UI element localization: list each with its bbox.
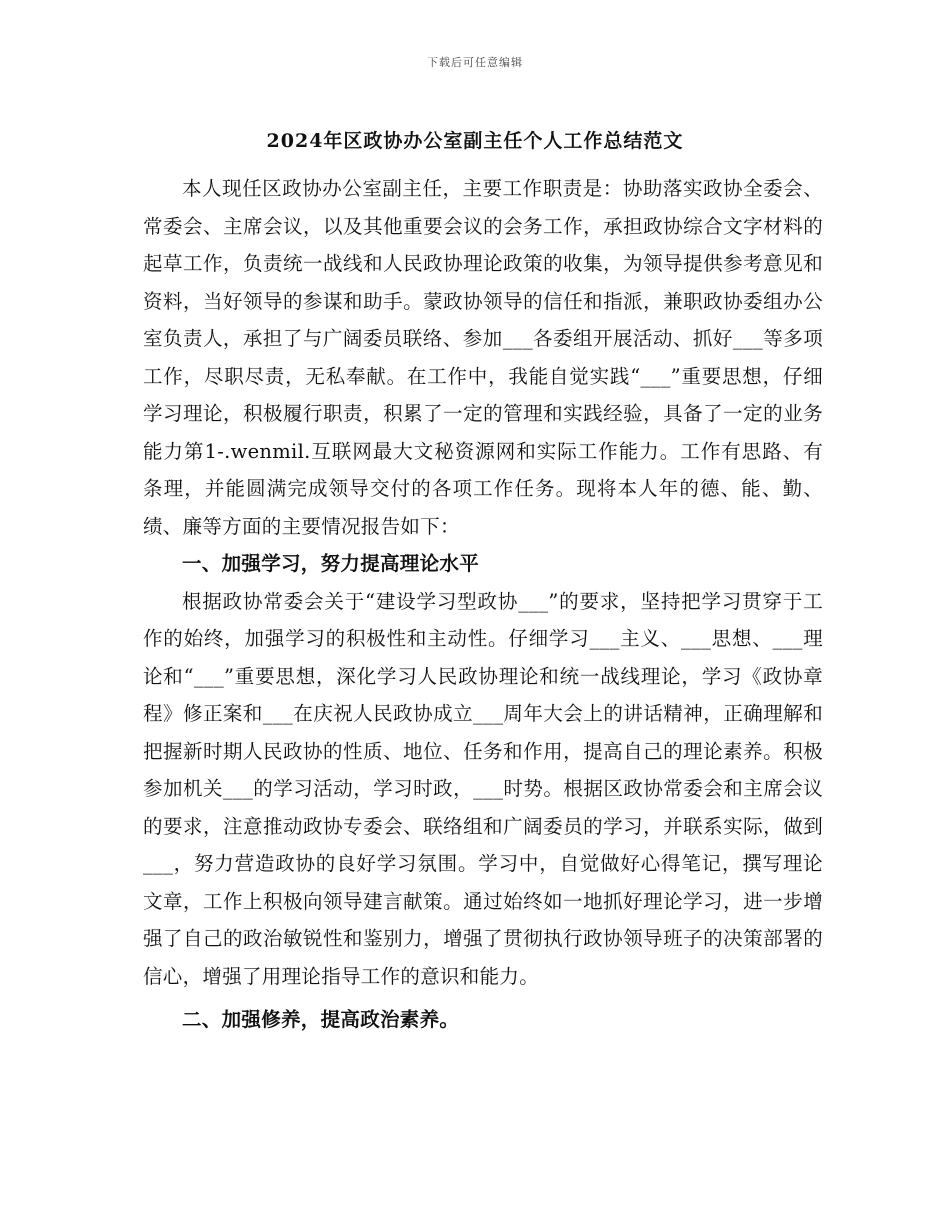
paragraph-intro: 本人现任区政协办公室副主任，主要工作职责是：协助落实政协全委会、常委会、主席会议，以及其他重要会议的会务工作，承担政协综合文字材料的起草工作，负责统一战线和人民政协理论政策的收集，为领导提供参考意见和资料，当好领导的参谋和助手。蒙政协领导的信任和指派，兼职政协委组办公室负责人，承担了与广阔委员联络、参加___各委组开展活动、抓好___等多项工作，尽职尽责，无私奉献。在工作中，我能自觉实践“___”重要思想，仔细学习理论，积极履行职责，积累了一定的管理和实践经验，具备了一定的业务能力第1-.wenmil.互联网最大文秘资源网和实际工作能力。工作有思路、有条理，并能圆满完成领导交付的各项工作任务。现将本人年的德、能、勤、绩、廉等方面的主要情况报告如下：: [143, 177, 823, 538]
section-heading-2: 二、加强修养，提高政治素养。: [182, 1008, 460, 1031]
section-heading-1: 一、加强学习，努力提高理论水平: [182, 552, 480, 575]
document-body: [143, 170, 823, 1039]
paragraph-study: 根据政协常委会关于“建设学习型政协___”的要求，坚持把学习贯穿于工作的始终，加强学习的积极性和主动性。仔细学习___主义、___思想、___理论和“___”重要思想，深化学习人民政协理论和统一战线理论，学习《政协章程》修正案和___在庆祝人民政协成立___周年大会上的讲话精神，正确理解和把握新时期人民政协的性质、地位、任务和作用，提高自己的理论素养。积极参加机关___的学习活动，学习时政，___时势。根据区政协常委会和主席会议的要求，注意推动政协专委会、联络组和广阔委员的学习，并联系实际，做到___，努力营造政协的良好学习氛围。学习中，自觉做好心得笔记，撰写理论文章，工作上积极向领导建言献策。通过始终如一地抓好理论学习，进一步增强了自己的政治敏锐性和鉴别力，增强了贯彻执行政协领导班子的决策部署的信心，增强了用理论指导工作的意识和能力。: [143, 589, 823, 988]
document-title: 2024年区政协办公室副主任个人工作总结范文: [266, 130, 684, 152]
page-header-note: 下载后可任意编辑: [427, 56, 523, 69]
